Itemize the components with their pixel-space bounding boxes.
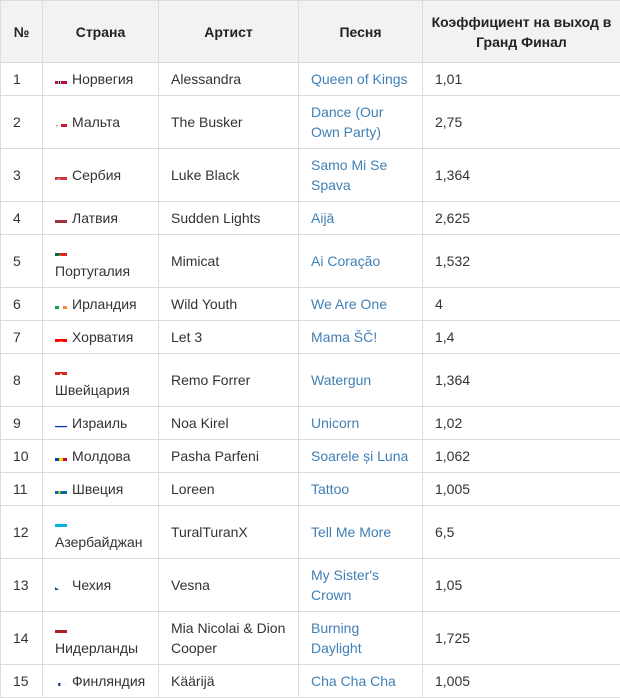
row-artist: Loreen — [159, 473, 299, 506]
row-num: 3 — [1, 149, 43, 202]
row-country — [43, 665, 159, 698]
row-artist: Mimicat — [159, 235, 299, 288]
table-row — [1, 96, 620, 149]
header-artist: Артист — [159, 1, 299, 63]
table-row — [1, 473, 620, 506]
row-odds: 1,005 — [423, 665, 620, 698]
row-country — [43, 440, 159, 473]
country-name: Швеция — [72, 481, 123, 497]
country-name: Португалия — [55, 263, 130, 279]
table-row — [1, 321, 620, 354]
row-artist: Sudden Lights — [159, 202, 299, 235]
song-link[interactable]: We Are One — [299, 288, 423, 321]
song-link[interactable]: Tell Me More — [299, 506, 423, 559]
row-num: 8 — [1, 354, 43, 407]
row-country — [43, 506, 159, 559]
song-link[interactable]: Dance (Our Own Party) — [299, 96, 423, 149]
country-name: Хорватия — [72, 329, 133, 345]
row-odds: 6,5 — [423, 506, 620, 559]
table-row — [1, 559, 620, 612]
table-row — [1, 149, 620, 202]
row-artist: Noa Kirel — [159, 407, 299, 440]
header-country: Страна — [43, 1, 159, 63]
country-name: Латвия — [72, 210, 118, 226]
serbia-flag-icon — [55, 171, 67, 180]
header-num: № — [1, 1, 43, 63]
country-name: Сербия — [72, 167, 121, 183]
row-odds: 1,532 — [423, 235, 620, 288]
row-country — [43, 149, 159, 202]
table-row — [1, 612, 620, 665]
row-artist: Mia Nicolai & Dion Cooper — [159, 612, 299, 665]
table-row — [1, 202, 620, 235]
country-name: Мальта — [72, 114, 120, 130]
row-artist: TuralTuranX — [159, 506, 299, 559]
row-odds: 1,05 — [423, 559, 620, 612]
row-artist: Luke Black — [159, 149, 299, 202]
row-odds: 4 — [423, 288, 620, 321]
country-name: Нидерланды — [55, 640, 138, 656]
row-country — [43, 63, 159, 96]
row-artist: The Busker — [159, 96, 299, 149]
moldova-flag-icon — [55, 452, 67, 461]
switzerland-flag-icon — [55, 366, 67, 375]
israel-flag-icon — [55, 419, 67, 428]
song-link[interactable]: Ai Coração — [299, 235, 423, 288]
table-row — [1, 63, 620, 96]
song-link[interactable]: Cha Cha Cha — [299, 665, 423, 698]
table-row — [1, 506, 620, 559]
row-country — [43, 354, 159, 407]
row-num: 10 — [1, 440, 43, 473]
row-odds: 1,01 — [423, 63, 620, 96]
row-country — [43, 235, 159, 288]
song-link[interactable]: My Sister's Crown — [299, 559, 423, 612]
row-artist: Alessandra — [159, 63, 299, 96]
song-link[interactable]: Watergun — [299, 354, 423, 407]
row-num: 4 — [1, 202, 43, 235]
song-link[interactable]: Burning Daylight — [299, 612, 423, 665]
table-row — [1, 288, 620, 321]
latvia-flag-icon — [55, 214, 67, 223]
song-link[interactable]: Queen of Kings — [299, 63, 423, 96]
row-artist: Pasha Parfeni — [159, 440, 299, 473]
song-link[interactable]: Unicorn — [299, 407, 423, 440]
table-row — [1, 354, 620, 407]
row-odds: 1,062 — [423, 440, 620, 473]
row-country — [43, 202, 159, 235]
row-artist: Let 3 — [159, 321, 299, 354]
row-odds: 1,364 — [423, 149, 620, 202]
row-country — [43, 612, 159, 665]
song-link[interactable]: Aijā — [299, 202, 423, 235]
row-num: 9 — [1, 407, 43, 440]
row-num: 5 — [1, 235, 43, 288]
netherlands-flag-icon — [55, 624, 67, 633]
country-name: Норвегия — [72, 71, 133, 87]
ireland-flag-icon — [55, 300, 67, 309]
song-link[interactable]: Soarele și Luna — [299, 440, 423, 473]
country-name: Молдова — [72, 448, 131, 464]
song-link[interactable]: Mama ŠČ! — [299, 321, 423, 354]
row-num: 11 — [1, 473, 43, 506]
country-name: Ирландия — [72, 296, 137, 312]
header-song: Песня — [299, 1, 423, 63]
row-country — [43, 321, 159, 354]
sweden-flag-icon — [55, 485, 67, 494]
row-num: 6 — [1, 288, 43, 321]
portugal-flag-icon — [55, 247, 67, 256]
row-country — [43, 288, 159, 321]
row-num: 14 — [1, 612, 43, 665]
row-odds: 1,364 — [423, 354, 620, 407]
country-name: Швейцария — [55, 382, 130, 398]
song-link[interactable]: Tattoo — [299, 473, 423, 506]
country-name: Израиль — [72, 415, 127, 431]
table-row — [1, 440, 620, 473]
row-num: 2 — [1, 96, 43, 149]
row-artist: Käärijä — [159, 665, 299, 698]
country-name: Финляндия — [72, 673, 145, 689]
country-name: Чехия — [72, 577, 111, 593]
row-odds: 1,02 — [423, 407, 620, 440]
row-artist: Remo Forrer — [159, 354, 299, 407]
row-country — [43, 559, 159, 612]
table-row — [1, 407, 620, 440]
row-num: 1 — [1, 63, 43, 96]
header-row — [1, 1, 620, 63]
croatia-flag-icon — [55, 333, 67, 342]
row-country — [43, 407, 159, 440]
czechia-flag-icon — [55, 581, 67, 590]
table-row — [1, 665, 620, 698]
song-link[interactable]: Samo Mi Se Spava — [299, 149, 423, 202]
finland-flag-icon — [55, 677, 67, 686]
row-artist: Vesna — [159, 559, 299, 612]
row-country — [43, 96, 159, 149]
row-artist: Wild Youth — [159, 288, 299, 321]
row-country — [43, 473, 159, 506]
row-num: 12 — [1, 506, 43, 559]
row-num: 15 — [1, 665, 43, 698]
row-num: 7 — [1, 321, 43, 354]
row-odds: 1,005 — [423, 473, 620, 506]
row-odds: 1,725 — [423, 612, 620, 665]
table-row — [1, 235, 620, 288]
azerbaijan-flag-icon — [55, 518, 67, 527]
header-odds: Коэффициент на выход в Гранд Финал — [423, 1, 620, 63]
row-odds: 2,75 — [423, 96, 620, 149]
norway-flag-icon — [55, 75, 67, 84]
row-odds: 2,625 — [423, 202, 620, 235]
row-odds: 1,4 — [423, 321, 620, 354]
malta-flag-icon — [55, 118, 67, 127]
country-name: Азербайджан — [55, 534, 143, 550]
row-num: 13 — [1, 559, 43, 612]
